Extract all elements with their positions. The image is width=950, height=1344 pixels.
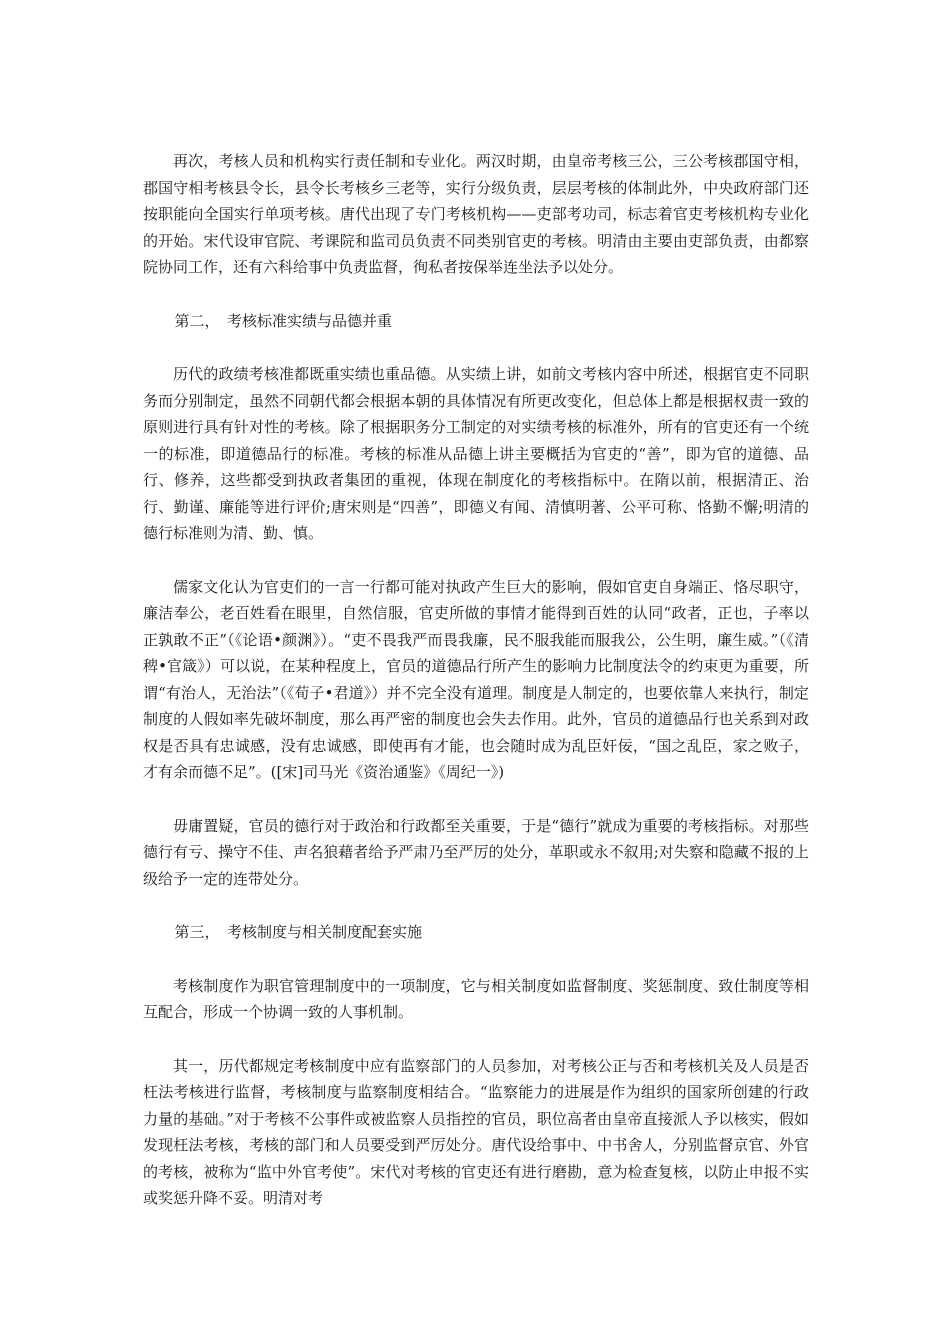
document-page (143, 148, 809, 1239)
paragraph-confucian-culture: 儒家文化认为官吏们的一言一行都可能对执政产生巨大的影响，假如官吏自身端正、恪尽职守，廉洁奉公，老百姓看在眼里，自然信服，官吏所做的事情才能得到百姓的认同“政者，正也，子率以正孰敢不正”（《论语•颜渊》）。“吏不畏我严而畏我廉，民不服我能而服我公，公生明，廉生威。”（《清稗•官箴》）可以说，在某种程度上，官员的道德品行所产生的影响力比制度法令的约束更为重要，所谓“有治人，无治法”（《荀子•君道》）并不完全没有道理。制度是人制定的，也要依靠人来执行，制定制度的人假如率先破坏制度，那么再严密的制度也会失去作用。此外，官员的道德品行也关系到对政权是否具有忠诚感，没有忠诚感，即使再有才能，也会随时成为乱臣奸佞，“国之乱臣，家之败子，才有余而德不足”。([宋]司马光《资治通鉴》《周纪一》) (143, 577, 809, 781)
paragraph-supervision: 其一，历代都规定考核制度中应有监察部门的人员参加，对考核公正与否和考核机关及人员是否枉法考核进行监督，考核制度与监察制度相结合。“监察能力的进展是作为组织的国家所创建的行政力量的基础。”对于考核不公事件或被监察人员指控的官员，职位高者由皇帝直接派人予以核实，假如发现枉法考核，考核的部门和人员要受到严厉处分。唐代设给事中、中书舍人，分别监督京官、外官的考核，被称为“监中外官考使”。宋代对考核的官吏还有进行磨勘，意为检查复核，以防止申报不实或奖惩升降不妥。明清对考 (143, 1056, 809, 1207)
paragraph-responsibility: 再次，考核人员和机构实行责任制和专业化。两汉时期，由皇帝考核三公，三公考核郡国守相，郡国守相考核县令长，县令长考核乡三老等，实行分级负责，层层考核的体制此外，中央政府部门还按职能向全国实行单项考核。唐代出现了专门考核机构——吏部考功司，标志着官吏考核机构专业化的开始。宋代设审官院、考课院和监司员负责不同类别官吏的考核。明清由主要由吏部负责，由都察院协同工作，还有六科给事中负责监督，徇私者按保举连坐法予以处分。 (143, 152, 809, 276)
section-heading-standards: 第二， 考核标准实绩与品德并重 (174, 311, 393, 330)
paragraph-system-coordination: 考核制度作为职官管理制度中的一项制度，它与相关制度如监督制度、奖惩制度、致仕制度等相互配合，形成一个协调一致的人事机制。 (143, 976, 809, 1021)
paragraph-performance-virtue: 历代的政绩考核准都既重实绩也重品德。从实绩上讲，如前文考核内容中所述，根据官吏不同职务而分别制定，虽然不同朝代都会根据本朝的具体情况有所更改变化，但总体上都是根据权责一致的原则进行具有针对性的考核。除了根据职务分工制定的对实绩考核的标准外，所有的官吏还有一个统一的标准，即道德品行的标准。考核的标准从品德上讲主要概括为官吏的“善”，即为官的道德、品行、修养，这些都受到执政者集团的重视，体现在制度化的考核指标中。在隋以前，根据清正、治行、勤谨、廉能等进行评价;唐宋则是“四善”，即德义有闻、清慎明著、公平可称、恪勤不懈;明清的德行标准则为清、勤、慎。 (143, 365, 809, 542)
section-heading-related-systems: 第三， 考核制度与相关制度配套实施 (174, 923, 423, 941)
paragraph-virtue-importance: 毋庸置疑，官员的德行对于政治和行政都至关重要，于是“德行”就成为重要的考核指标。对那些德行有亏、操守不佳、声名狼藉者给予严肃乃至严厉的处分，革职或永不叙用;对失察和隐藏不报的上级给予一定的连带处分。 (143, 816, 809, 888)
